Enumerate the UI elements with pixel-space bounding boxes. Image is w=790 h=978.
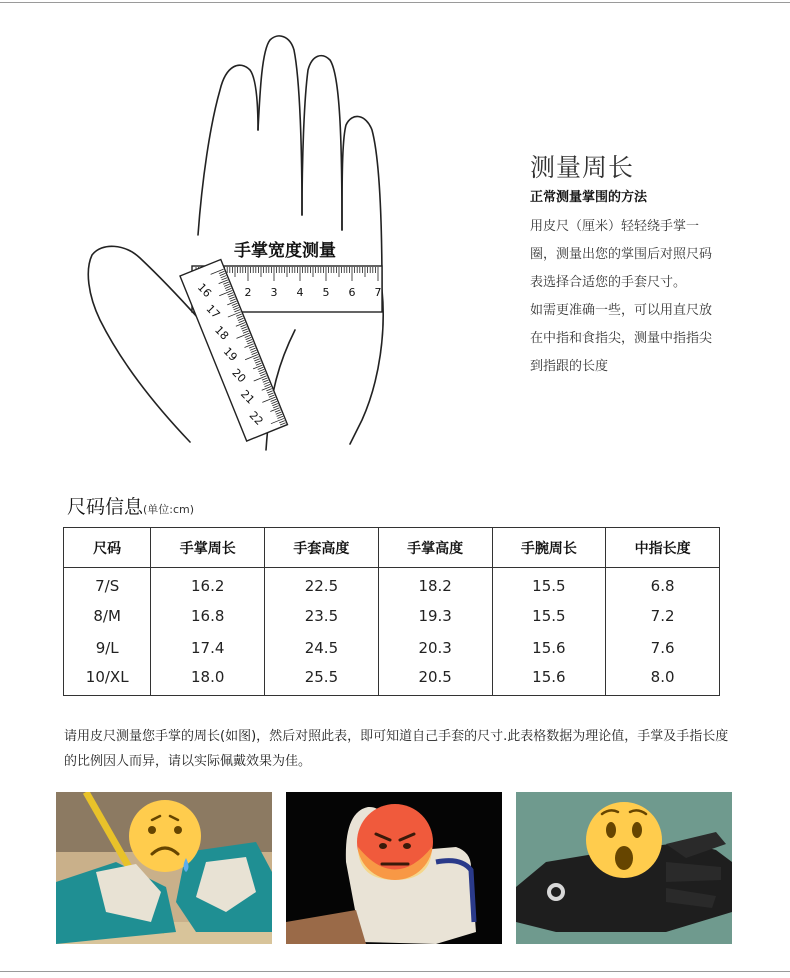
table-cell: 18.0 [151,664,265,696]
table-cell: 17.4 [151,632,265,664]
ruler-tick-label: 21 [237,387,258,407]
table-cell: 20.5 [378,664,492,696]
table-cell: 6.8 [606,568,720,600]
ruler-tick-label: 20 [229,366,249,386]
measurement-guide [530,148,770,381]
table-cell: 23.5 [265,600,379,632]
table-header: 手腕周长 [492,528,606,568]
ruler-tick-label: 19 [220,344,240,364]
surprised-emoji [586,802,662,878]
size-info-unit: (单位:cm) [143,503,195,516]
table-row [64,568,720,600]
ruler-tick-label: 4 [296,286,304,299]
table-row [64,600,720,632]
guide-subtitle: 正常测量掌围的方法 [530,190,648,205]
table-header-row [64,528,720,568]
ruler-tick-label: 7 [374,286,382,299]
size-table [63,527,720,696]
ruler-tick-label: 16 [194,280,214,300]
table-cell: 22.5 [265,568,379,600]
table-cell: 8.0 [606,664,720,696]
table-header: 手掌高度 [378,528,492,568]
angry-emoji [357,804,433,880]
ruler-tick-label: 2 [244,286,252,299]
guide-title: 测量周长 [530,153,635,182]
table-cell: 20.3 [378,632,492,664]
top-divider [0,2,790,3]
table-cell: 16.8 [151,600,265,632]
table-header: 手套高度 [265,528,379,568]
photo-black-glove [516,792,732,944]
table-header: 手掌周长 [151,528,265,568]
table-cell: 10/XL [64,664,151,696]
table-row [64,664,720,696]
bottom-divider [0,971,790,972]
table-cell: 24.5 [265,632,379,664]
ruler-tick-label: 17 [203,302,223,322]
table-cell: 16.2 [151,568,265,600]
photo-teal-gloves [56,792,272,944]
photo-white-glove [286,792,502,944]
table-header: 中指长度 [606,528,720,568]
ruler-tick-label: 18 [212,323,232,343]
table-cell: 7/S [64,568,151,600]
hand-measurement-illustration [80,30,410,460]
table-header: 尺码 [64,528,151,568]
sad-tear-emoji [129,800,201,872]
size-info-title: 尺码信息 [67,496,144,518]
table-cell: 9/L [64,632,151,664]
table-row [64,632,720,664]
guide-paragraph-1: 用皮尺（厘米）轻轻绕手掌一圈，测量出您的掌围后对照尺码表选择合适您的手套尺寸。 [530,219,713,290]
ruler-tick-label: 3 [270,286,278,299]
ruler-tick-label: 6 [348,286,356,299]
table-cell: 15.5 [492,600,606,632]
table-cell: 19.3 [378,600,492,632]
palm-width-label: 手掌宽度测量 [234,241,336,261]
table-cell: 15.6 [492,632,606,664]
ruler-tick-label: 5 [322,286,330,299]
table-cell: 15.6 [492,664,606,696]
table-cell: 15.5 [492,568,606,600]
guide-paragraph-2: 如需更准确一些，可以用直尺放在中指和食指尖，测量中指指尖到指跟的长度 [530,303,713,374]
table-cell: 7.2 [606,600,720,632]
size-note: 请用皮尺测量您手掌的周长(如图)，然后对照此表，即可知道自己手套的尺寸.此表格数据为理论值，手掌及手指长度的比例因人而异，请以实际佩戴效果为佳。 [64,729,729,769]
size-info-heading [67,492,194,519]
ruler-tick-label: 22 [246,408,266,428]
table-cell: 8/M [64,600,151,632]
table-cell: 25.5 [265,664,379,696]
table-cell: 7.6 [606,632,720,664]
table-cell: 18.2 [378,568,492,600]
